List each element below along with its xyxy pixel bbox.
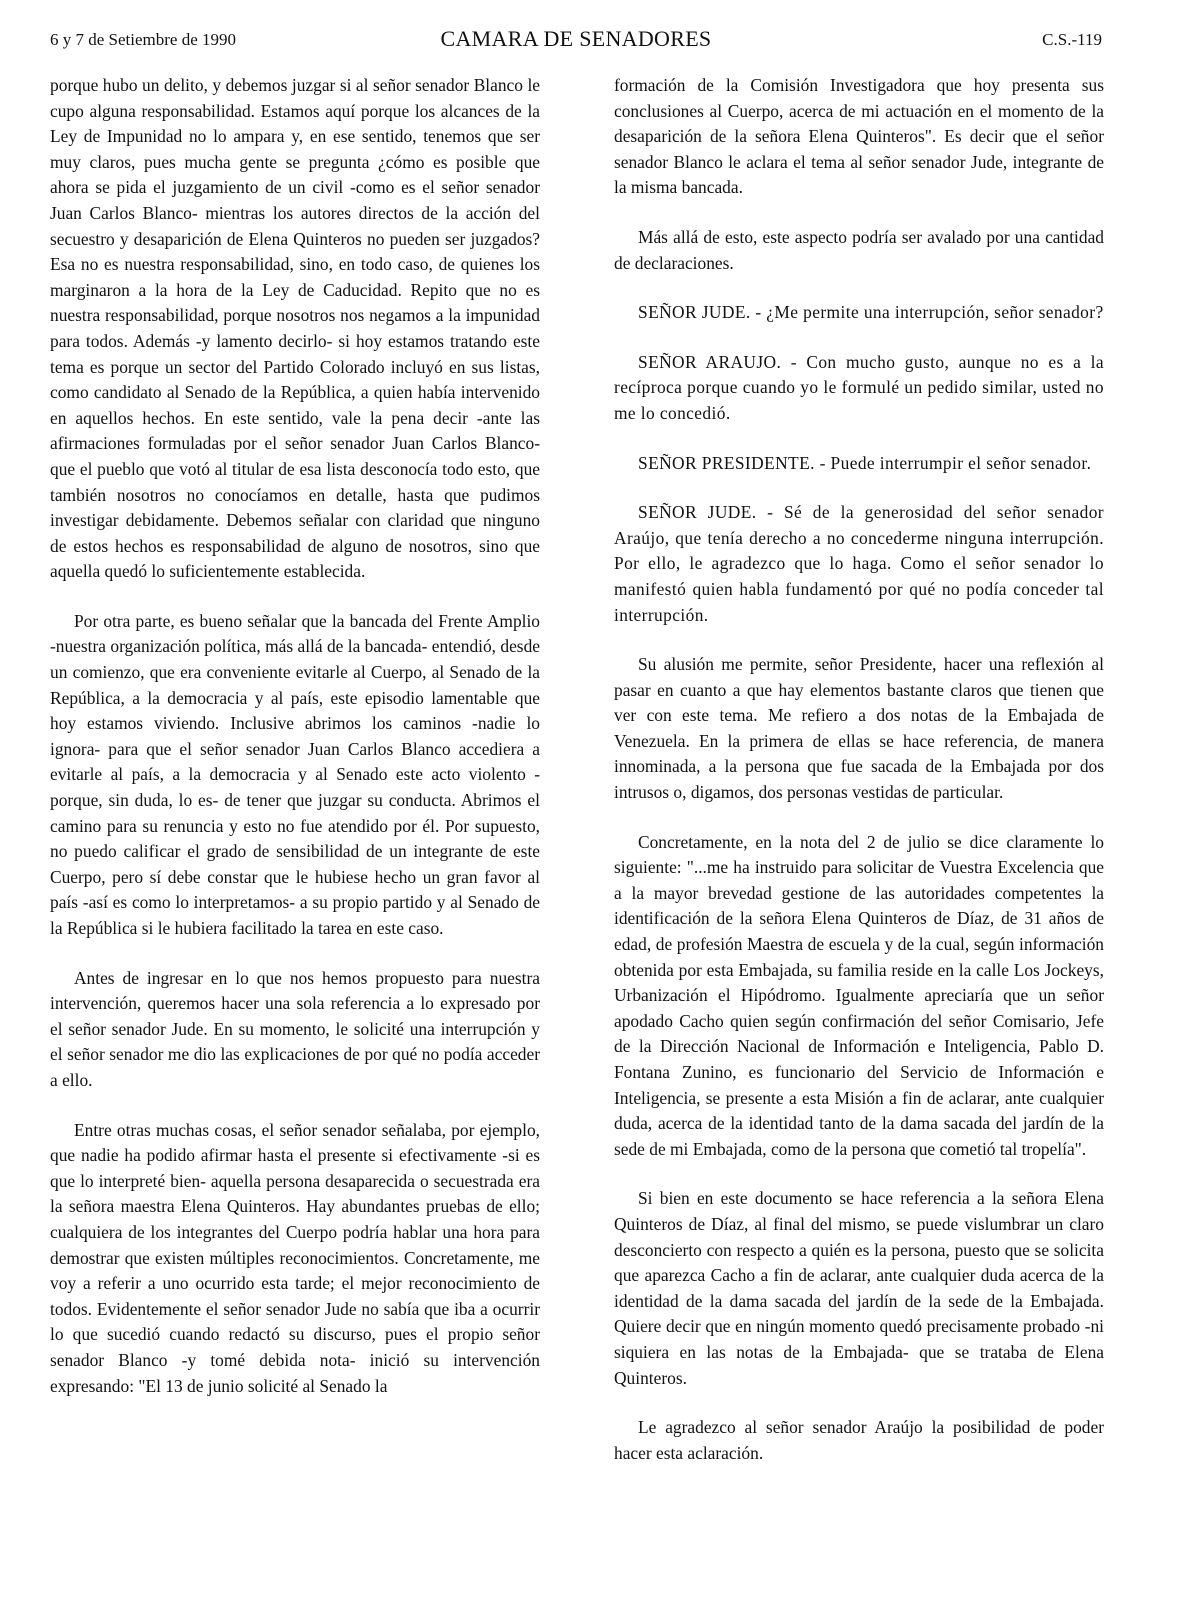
chamber-title: CAMARA DE SENADORES [440, 26, 712, 51]
speaker-paragraph: SEÑOR PRESIDENTE. - Puede interrumpir el señor senador. [638, 452, 1092, 473]
paragraph: Entre otras muchas cosas, el señor senador señalaba, por ejemplo, que nadie ha podido afirmar hasta el presente si efectivamente -si es que lo interpreté bien- aquella persona desaparecida o secuestrada era la señora maestra Elena Quinteros. Hay abundantes pruebas de ello; cualquiera de los integrantes del Cuerpo podría hablar una hora para demostrar que existen múltiples reconocimientos. Concretamente, me voy a referir a uno ocurrido esta tarde; el mejor reconocimiento de todos. Evidentemente el señor senador Jude no sabía que iba a ocurrir lo que sucedió cuando redactó su discurso, pues el propio señor senador Blanco -y tomé debida nota- inició su intervención expresando: "El 13 de junio solicité al Senado la [50, 1119, 540, 1396]
left-column [50, 73, 540, 1423]
page-header [50, 26, 1102, 56]
right-column [614, 73, 1104, 1490]
session-date: 6 y 7 de Setiembre de 1990 [50, 30, 237, 49]
paragraph: Si bien en este documento se hace referencia a la señora Elena Quinteros de Díaz, al final del mismo, se puede vislumbrar un claro desconcierto con respecto a quién es la persona, puesto que se solicita que aparezca Cacho a fin de aclarar, ante cualquier duda acerca de la identidad de la dama sacada del jardín de la sede de la Embajada. Quiere decir que en ningún momento quedó precisamente probado -ni siquiera en las notas de la Embajada- que se trataba de Elena Quinteros. [614, 1188, 1104, 1388]
speaker-paragraph: SEÑOR JUDE. - Sé de la generosidad del señor senador Araújo, que tenía derecho a no concederme ninguna interrupción. Por ello, le agradezco que lo haga. Como el señor senador lo manifestó quien habla fundamentó por qué no podía conceder tal interrupción. [614, 502, 1104, 625]
paragraph: Más allá de esto, este aspecto podría ser avalado por una cantidad de declaraciones. [614, 226, 1104, 273]
paragraph: formación de la Comisión Investigadora que hoy presenta sus conclusiones al Cuerpo, acerca de mi actuación en el momento de la desaparición de la señora Elena Quinteros". Es decir que el señor senador Blanco le aclara el tema al señor senador Jude, integrante de la misma bancada. [614, 75, 1104, 198]
paragraph: Su alusión me permite, señor Presidente, hacer una reflexión al pasar en cuanto a que hay elementos bastante claros que tienen que ver con este tema. Me refiero a dos notas de la Embajada de Venezuela. En la primera de ellas se hace referencia, de manera innominada, a la persona que fue sacada de la Embajada por dos intrusos o, digamos, dos personas vestidas de particular. [614, 654, 1104, 803]
paragraph: porque hubo un delito, y debemos juzgar si al señor senador Blanco le cupo alguna responsabilidad. Estamos aquí porque los alcances de la Ley de Impunidad no lo ampara y, en ese sentido, tenemos que ser muy claros, pues mucha gente se pregunta ¿cómo es posible que ahora se pida el juzgamiento de un civil -como es el señor senador Juan Carlos Blanco- mientras los autores directos de la acción del secuestro y desaparición de Elena Quinteros no pueden ser juzgados? Esa no es nuestra responsabilidad, sino, en todo caso, de quienes los marginaron a la hora de la Ley de Caducidad. Repito que no es nuestra responsabilidad, porque nosotros nos negamos a la impunidad para todos. Además -y lamento decirlo- si hoy estamos tratando este tema es porque un sector del Partido Colorado incluyó en sus listas, como candidato al Senado de la República, a quien había intervenido en aquellos hechos. En este sentido, vale la pena decir -ante las afirmaciones formuladas por el señor senador Juan Carlos Blanco- que el pueblo que votó al titular de esa lista desconocía todo esto, que también nosotros no conocíamos en detalle, hasta que pudimos investigar debidamente. Debemos señalar con claridad que ninguno de estos hechos es responsabilidad de alguno de nosotros, sino que aquella quedó lo suficientemente establecida. [50, 75, 540, 582]
paragraph: Antes de ingresar en lo que nos hemos propuesto para nuestra intervención, queremos hacer una sola referencia a lo expresado por el señor senador Jude. En su momento, le solicité una interrupción y el señor senador me dio las explicaciones de por qué no podía acceder a ello. [50, 967, 540, 1090]
speaker-paragraph: SEÑOR ARAUJO. - Con mucho gusto, aunque no es a la recíproca porque cuando yo le formulé un pedido similar, usted no me lo concedió. [614, 351, 1104, 423]
page-number: C.S.-119 [1042, 30, 1102, 49]
paragraph: Por otra parte, es bueno señalar que la bancada del Frente Amplio -nuestra organización política, más allá de la bancada- entendió, desde un comienzo, que era conveniente evitarle al Cuerpo, al Senado de la República, a la democracia y al país, este episodio lamentable que hoy estamos viviendo. Inclusive abrimos los caminos -nadie lo ignora- para que el señor senador Juan Carlos Blanco accediera a evitarle al país, a la democracia y al Senado este acto violento -porque, sin duda, lo es- de tener que juzgar su conducta. Abrimos el camino para su renuncia y esto no fue atendido por él. Por supuesto, no puedo calificar el grado de sensibilidad de un integrante de este Cuerpo, pero sí debe constar que le hubiese hecho un gran favor al país -así es como lo interpretamos- a su propio partido y al Senado de la República si le hubiera facilitado la tarea en este caso. [50, 610, 540, 938]
speaker-paragraph: SEÑOR JUDE. - ¿Me permite una interrupción, señor senador? [638, 302, 1104, 323]
paragraph: Le agradezco al señor senador Araújo la posibilidad de poder hacer esta aclaración. [614, 1417, 1104, 1463]
paragraph: Concretamente, en la nota del 2 de julio se dice claramente lo siguiente: "...me ha instruido para solicitar de Vuestra Excelencia que a la mayor brevedad gestione de las autoridades competentes la identificación de la señora Elena Quinteros de Díaz, de 31 años de edad, de profesión Maestra de escuela y de la cual, según información obtenida por esta Embajada, su familia reside en la calle Los Jockeys, Urbanización el Hipódromo. Igualmente apreciaría que un señor apodado Cacho quien según confirmación del señor Comisario, Jefe de la Dirección Nacional de Información e Inteligencia, Pablo D. Fontana Zunino, es funcionario del Servicio de Información e Inteligencia, se presente a esta Misión a fin de aclarar, ante cualquier duda, acerca de la identidad tanto de la dama sacada del jardín de la sede de mi Embajada, como de la persona que cometió tal tropelía". [614, 831, 1104, 1159]
